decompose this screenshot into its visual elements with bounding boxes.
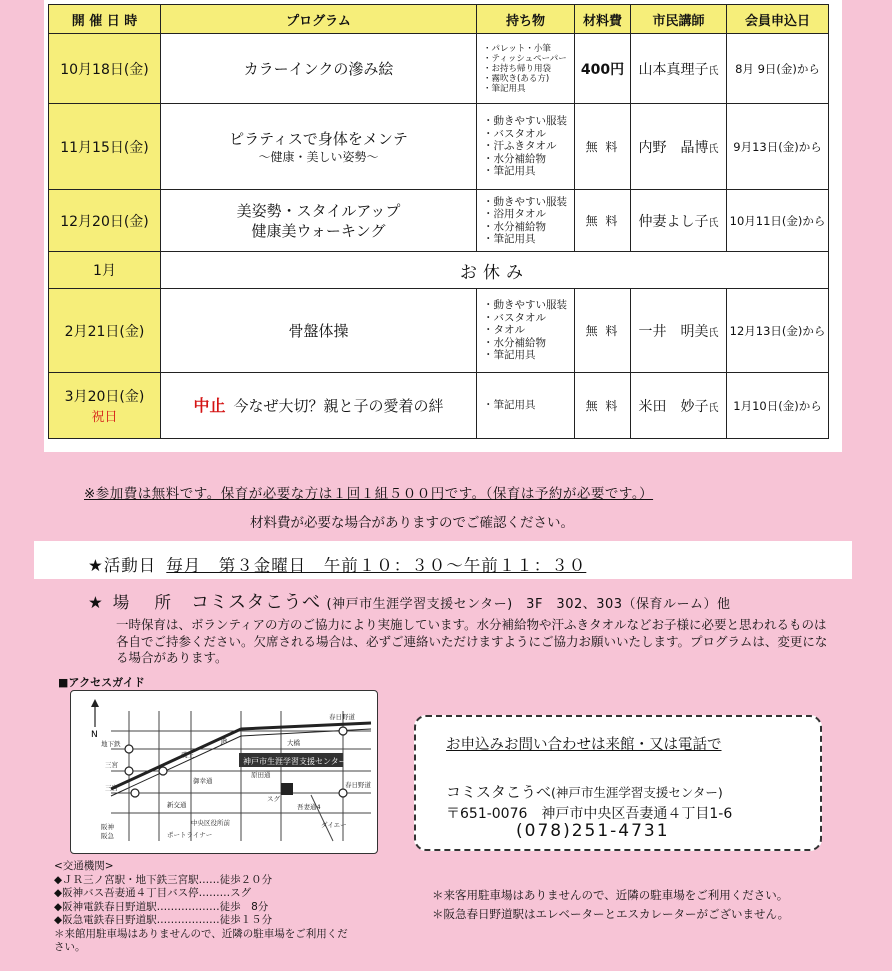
map-label-hankyu-sannomiya: 三宮 xyxy=(105,784,118,792)
row-teacher xyxy=(631,34,727,104)
item: ・ 筆記用具 xyxy=(483,233,574,246)
childcare-text: 一時保育は、ボランティアの方のご協力により実施しています。水分補給物や汗ふきタオルなどお子様に必要と思われるものは各自でご持参ください。欠席される場合は、必ずご連絡いただけますようにご協力お願いいたします。プログラムは、変更になる場合があります。 xyxy=(116,617,828,665)
teacher-suffix: 氏 xyxy=(708,65,719,77)
teacher-name: 米田 妙子 xyxy=(638,398,709,415)
row-apply: 12月13日(金)から xyxy=(727,289,829,373)
item: ・ バスタオル xyxy=(483,312,574,325)
row-items xyxy=(477,34,575,104)
map-label-sannomiya: 三宮 xyxy=(105,761,118,769)
item: ・ 筆記用具 xyxy=(483,84,574,94)
map-label-hanshin: 阪神 xyxy=(101,823,114,831)
contact-name xyxy=(446,781,723,802)
program-subtitle: ～健康・美しい姿勢～ xyxy=(258,149,379,164)
date-text: 3月20日(金) xyxy=(64,389,145,405)
item: ・ 水分補給物 xyxy=(483,221,574,234)
map-label-daiei: ダイエー xyxy=(321,821,347,829)
header-apply: 会員申込日 xyxy=(727,5,829,34)
contact-address: 〒651-0076 神戸市中央区吾妻通４丁目1-6 xyxy=(446,806,733,822)
map-label-center: 神戸市生涯学習支援センター xyxy=(243,757,347,766)
transport-title: <交通機関> xyxy=(54,860,114,872)
contact-phone[interactable]: (078)251-4731 xyxy=(516,821,670,841)
header-fee: 材料費 xyxy=(575,5,631,34)
teacher-suffix: 氏 xyxy=(708,327,719,339)
holiday-note: 祝日 xyxy=(91,410,118,425)
item: ・ 汗ふきタオル xyxy=(483,140,574,153)
parking-note: ＊阪急春日野道駅はエレベーターとエスカレーターがございません。 xyxy=(432,907,790,921)
item: ・ パレット・小筆 xyxy=(483,44,574,54)
north-arrow-icon xyxy=(91,699,99,727)
row-teacher xyxy=(631,373,727,439)
row-items xyxy=(477,373,575,439)
transport-item: ◆阪急電鉄春日野道駅………………徒歩１５分 xyxy=(54,914,273,926)
item: ・ 筆記用具 xyxy=(483,165,574,178)
item: ・ バスタオル xyxy=(483,128,574,141)
schedule-table-panel xyxy=(44,0,842,452)
place-label: ★場 所 xyxy=(88,593,182,612)
teacher-name: 仲妻よし子 xyxy=(638,213,709,230)
row-apply: 1月10日(金)から xyxy=(727,373,829,439)
contact-venue: コミスタこうべ xyxy=(446,783,552,801)
fee-note: ※参加費は無料です。保育が必要な方は１回１組５００円です。（保育は予約が必要です。） xyxy=(84,486,654,502)
row-apply: 8月 9日(金)から xyxy=(727,34,829,104)
teacher-name: 内野 晶博 xyxy=(638,139,709,156)
row-items xyxy=(477,104,575,190)
map-label-chikatetsu: 地下鉄 xyxy=(101,740,121,748)
header-date: 開 催 日 時 xyxy=(49,5,161,34)
item: ・ 筆記用具 xyxy=(483,399,574,412)
program-title: 美姿勢・スタイルアップ xyxy=(236,201,401,220)
row-date: 1月 xyxy=(49,252,161,289)
place-venue: コミスタこうべ xyxy=(191,592,321,613)
map-label-azuma: 吾妻通4 xyxy=(297,803,321,811)
map-drawing xyxy=(71,691,377,853)
row-fee: 400円 xyxy=(575,34,631,104)
header-program: プログラム xyxy=(161,5,477,34)
activity-value: 毎月 第３金曜日 午前１０：３０～午前１１：３０ xyxy=(166,556,587,575)
map-label-north: N xyxy=(91,730,98,740)
item: ・ 水分補給物 xyxy=(483,153,574,166)
item: ・ お持ち帰り用袋 xyxy=(483,64,574,74)
table-row xyxy=(49,190,829,252)
program-title: ピラティスで身体をメンテ xyxy=(229,129,408,148)
row-apply: 10月11日(金)から xyxy=(727,190,829,252)
access-map xyxy=(70,690,378,854)
program-title: 骨盤体操 xyxy=(288,321,349,340)
row-program xyxy=(161,289,477,373)
activity-line xyxy=(88,552,586,576)
header-teacher: 市民講師 xyxy=(631,5,727,34)
row-date: 12月20日(金) xyxy=(49,190,161,252)
map-label-sugu: スグ xyxy=(267,795,280,803)
cancel-tag: 中止 xyxy=(193,395,226,415)
map-label-ward-office: 中央区役所前 xyxy=(191,819,230,827)
row-date xyxy=(49,373,161,439)
teacher-suffix: 氏 xyxy=(708,217,719,229)
map-label-hankyu-kasuganomichi: 春日野道 xyxy=(345,781,371,789)
contact-box xyxy=(414,715,822,851)
contact-title: お申込みお問い合わせは来館・又は電話で xyxy=(446,737,722,753)
place-detail: (神戸市生涯学習支援センター) 3F 302、303（保育ルーム）他 xyxy=(326,597,731,612)
item: ・ 霧吹き(ある方) xyxy=(483,74,574,84)
row-program xyxy=(161,190,477,252)
row-items xyxy=(477,190,575,252)
table-row xyxy=(49,34,829,104)
map-label-isogami: 磯上 xyxy=(181,751,194,759)
item: ・ 動きやすい服装 xyxy=(483,299,574,312)
item: ・ 筆記用具 xyxy=(483,349,574,362)
row-date: 11月15日(金) xyxy=(49,104,161,190)
row-teacher xyxy=(631,289,727,373)
transport-item: ◆阪神電鉄春日野道駅………………徒歩 8分 xyxy=(54,900,269,913)
map-label-jr: JR xyxy=(221,737,228,745)
map-label-haradori: 原田通 xyxy=(251,771,271,779)
teacher-suffix: 氏 xyxy=(708,143,719,155)
row-teacher xyxy=(631,104,727,190)
center-building-icon xyxy=(281,783,293,795)
row-teacher xyxy=(631,190,727,252)
transport-list xyxy=(54,860,354,955)
table-row xyxy=(49,373,829,439)
map-label-kasuganomichi: 春日野道 xyxy=(329,713,355,721)
item: ・ 動きやすい服装 xyxy=(483,196,574,209)
place-line xyxy=(88,588,731,614)
row-fee: 無 料 xyxy=(575,373,631,439)
item: ・ タオル xyxy=(483,324,574,337)
contact-venue-sub: (神戸市生涯学習支援センター) xyxy=(551,785,723,800)
program-title: カラーインクの滲み絵 xyxy=(243,59,394,78)
table-row xyxy=(49,289,829,373)
transport-item: ＊来館用駐車場はありませんので、近隣の駐車場をご利用ください。 xyxy=(54,927,348,953)
schedule-table xyxy=(48,4,829,439)
map-label-shinkoban: 新交通 xyxy=(167,801,187,809)
row-items xyxy=(477,289,575,373)
row-program xyxy=(161,104,477,190)
row-fee: 無 料 xyxy=(575,190,631,252)
item: ・ 動きやすい服装 xyxy=(483,115,574,128)
table-row xyxy=(49,252,829,289)
material-note: 材料費が必要な場合がありますのでご確認ください。 xyxy=(250,515,574,531)
map-label-ohashi: 大橋 xyxy=(287,739,300,747)
map-label-portliner: ポートライナー xyxy=(167,831,213,839)
row-program xyxy=(161,34,477,104)
row-fee: 無 料 xyxy=(575,289,631,373)
activity-label: ★活動日 xyxy=(88,556,157,575)
map-label-miyuki: 御幸通 xyxy=(193,777,213,785)
teacher-suffix: 氏 xyxy=(708,402,719,414)
access-title: ■アクセスガイド xyxy=(58,676,145,689)
row-date: 10月18日(金) xyxy=(49,34,161,104)
item: ・ ティッシュペーパー xyxy=(483,54,574,64)
teacher-name: 山本真理子 xyxy=(638,61,709,78)
program-title: 今なぜ大切？親と子の愛着の絆 xyxy=(233,396,444,415)
teacher-name: 一井 明美 xyxy=(638,323,709,340)
item: ・ 水分補給物 xyxy=(483,337,574,350)
program-subtitle: 健康美ウォーキング xyxy=(251,221,386,240)
table-row xyxy=(49,104,829,190)
table-header-row xyxy=(49,5,829,34)
rest-label: お休み xyxy=(161,252,829,289)
map-label-hankyu: 阪急 xyxy=(101,832,114,840)
item: ・ 浴用タオル xyxy=(483,208,574,221)
transport-item: ◆阪神バス吾妻通４丁目バス停………スグ xyxy=(54,887,252,899)
row-fee: 無 料 xyxy=(575,104,631,190)
parking-note: ＊来客用駐車場はありませんので、近隣の駐車場をご利用ください。 xyxy=(432,888,789,902)
parking-notes xyxy=(432,886,789,924)
row-apply: 9月13日(金)から xyxy=(727,104,829,190)
row-program xyxy=(161,373,477,439)
row-date: 2月21日(金) xyxy=(49,289,161,373)
transport-item: ◆ＪＲ三ノ宮駅・地下鉄三宮駅……徒歩２０分 xyxy=(54,873,273,886)
header-items: 持ち物 xyxy=(477,5,575,34)
